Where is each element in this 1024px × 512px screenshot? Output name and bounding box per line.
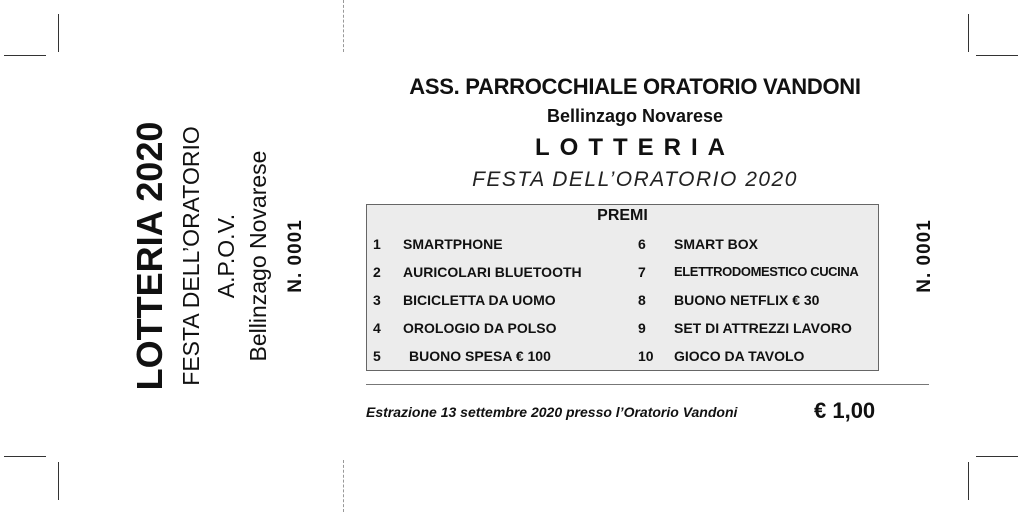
main-ticket-number: N. 0001	[914, 219, 935, 293]
prize-number: 6	[638, 236, 646, 252]
draw-info: Estrazione 13 settembre 2020 presso l’Oratorio Vandoni	[366, 404, 738, 420]
prize-number: 5	[373, 348, 381, 364]
stub-ticket-number: N. 0001	[285, 219, 306, 293]
divider-line	[366, 384, 929, 385]
prizes-box	[366, 204, 879, 371]
prize-label: BUONO SPESA € 100	[409, 348, 551, 364]
prize-number: 10	[638, 348, 654, 364]
prize-number: 1	[373, 236, 381, 252]
prize-number: 8	[638, 292, 646, 308]
crop-mark	[58, 462, 59, 500]
town-name: Bellinzago Novarese	[546, 106, 724, 126]
prize-label: BICICLETTA DA UOMO	[403, 292, 556, 308]
crop-mark	[968, 462, 969, 500]
ticket-price: € 1,00	[814, 398, 876, 423]
prize-label: OROLOGIO DA POLSO	[403, 320, 557, 336]
crop-mark	[968, 14, 969, 52]
stub-association: A.P.O.V.	[213, 213, 239, 299]
prizes-title: PREMI	[597, 207, 648, 224]
prize-number: 4	[373, 320, 381, 336]
prize-number: 9	[638, 320, 646, 336]
prize-label: SMART BOX	[674, 236, 758, 252]
stub-title: LOTTERIA 2020	[129, 121, 170, 391]
lottery-heading: LOTTERIA	[535, 134, 735, 161]
prize-number: 2	[373, 264, 381, 280]
stub-event: FESTA DELL’ORATORIO	[178, 126, 204, 386]
event-name: FESTA DELL’ORATORIO 2020	[472, 168, 798, 191]
prize-label: AURICOLARI BLUETOOTH	[403, 264, 582, 280]
prize-label: BUONO NETFLIX € 30	[674, 292, 820, 308]
prize-label: GIOCO DA TAVOLO	[674, 348, 805, 364]
prize-label: SMARTPHONE	[403, 236, 503, 252]
organization-name: ASS. PARROCCHIALE ORATORIO VANDONI	[409, 74, 861, 99]
crop-mark	[976, 55, 1018, 56]
perforation-line	[343, 460, 344, 512]
prize-label: SET DI ATTREZZI LAVORO	[674, 320, 852, 336]
crop-mark	[4, 55, 46, 56]
crop-mark	[976, 456, 1018, 457]
stub-town: Bellinzago Novarese	[245, 150, 271, 362]
prize-number: 7	[638, 264, 646, 280]
prize-label: ELETTRODOMESTICO CUCINA	[674, 264, 859, 279]
crop-mark	[58, 14, 59, 52]
perforation-line	[343, 0, 344, 52]
prize-number: 3	[373, 292, 381, 308]
crop-mark	[4, 456, 46, 457]
